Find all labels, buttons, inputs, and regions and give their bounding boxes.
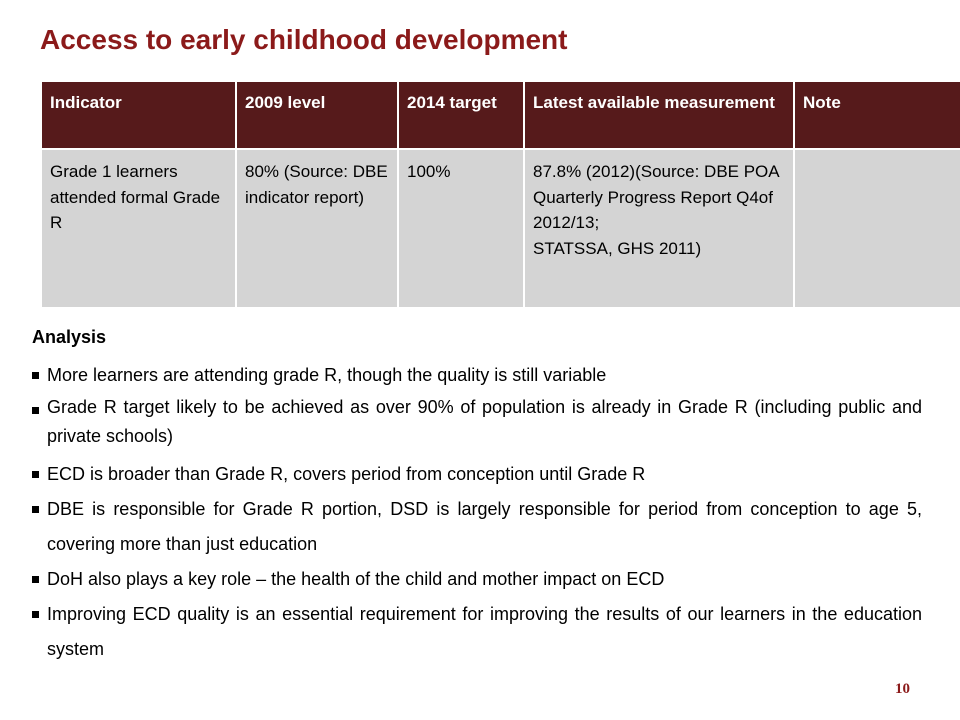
list-item-text: Grade R target likely to be achieved as over 90% of population is already in Grade R (including public and private schools): [47, 397, 922, 446]
header-2009-level: 2009 level: [236, 82, 398, 149]
list-item: [32, 492, 922, 562]
list-item-text: ECD is broader than Grade R, covers period from conception until Grade R: [47, 464, 646, 484]
list-item: [32, 393, 922, 451]
cell-2009-level: 80% (Source: DBE indicator report): [236, 149, 398, 307]
square-bullet-icon: [32, 576, 39, 583]
list-item: [32, 358, 922, 393]
analysis-list: [32, 358, 922, 667]
header-latest-measurement: Latest available measurement: [524, 82, 794, 149]
list-item-text: More learners are attending grade R, though the quality is still variable: [47, 365, 607, 385]
list-item-text: Improving ECD quality is an essential requirement for improving the results of our learners in the education system: [47, 604, 922, 659]
header-note: Note: [794, 82, 960, 149]
cell-latest-measurement: 87.8% (2012)(Source: DBE POA Quarterly Progress Report Q4of 2012/13; STATSSA, GHS 2011): [524, 149, 794, 307]
square-bullet-icon: [32, 506, 39, 513]
list-item-text: DBE is responsible for Grade R portion, DSD is largely responsible for period from conception to age 5, covering more than just education: [47, 499, 922, 554]
list-item: [32, 562, 922, 597]
header-indicator: Indicator: [42, 82, 236, 149]
cell-indicator: Grade 1 learners attended formal Grade R: [42, 149, 236, 307]
analysis-heading: Analysis: [32, 327, 107, 347]
list-item-text: DoH also plays a key role – the health of the child and mother impact on ECD: [47, 569, 665, 589]
square-bullet-icon: [32, 471, 39, 478]
list-item: [32, 597, 922, 667]
header-2014-target: 2014 target: [398, 82, 524, 149]
page-number: 10: [895, 681, 910, 697]
square-bullet-icon: [32, 407, 39, 414]
square-bullet-icon: [32, 372, 39, 379]
cell-note: [794, 149, 960, 307]
slide-title: Access to early childhood development: [40, 24, 568, 55]
table-row: [42, 149, 960, 307]
table-header-row: [42, 82, 960, 149]
list-item: [32, 457, 922, 492]
indicator-table: [42, 82, 960, 307]
cell-2014-target: 100%: [398, 149, 524, 307]
square-bullet-icon: [32, 611, 39, 618]
analysis-section: [32, 324, 922, 667]
